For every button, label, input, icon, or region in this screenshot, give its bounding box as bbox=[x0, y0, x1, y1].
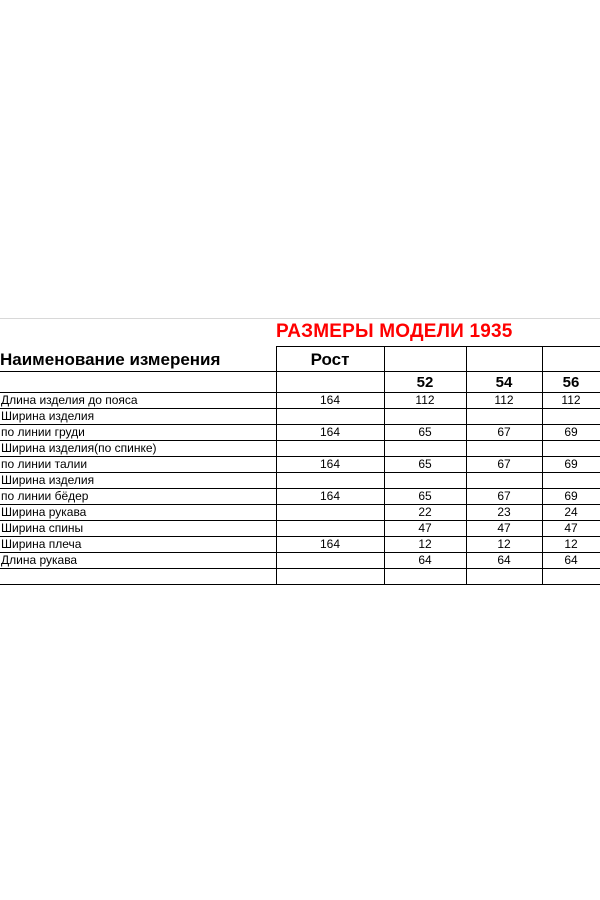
size-54-cell: 12 bbox=[497, 537, 511, 551]
table-row bbox=[0, 424, 600, 440]
row-rule bbox=[0, 568, 600, 569]
size-52-cell: 64 bbox=[418, 553, 432, 567]
size-56-cell: 112 bbox=[561, 393, 581, 407]
table-row bbox=[0, 440, 600, 456]
table-row bbox=[0, 552, 600, 568]
table-row bbox=[0, 456, 600, 472]
header-rule-middle bbox=[0, 371, 600, 372]
measurement-label: по линии груди bbox=[1, 425, 85, 439]
height-cell: 164 bbox=[319, 393, 341, 407]
measurement-label: Ширина рукава bbox=[1, 505, 87, 519]
size-54-header: 54 bbox=[495, 374, 513, 391]
table-row bbox=[0, 504, 600, 520]
measurement-label: Ширина изделия bbox=[1, 473, 95, 487]
height-header: Рост bbox=[310, 350, 350, 369]
size-56-cell: 12 bbox=[564, 537, 578, 551]
size-56-cell: 64 bbox=[564, 553, 578, 567]
measurement-label: Длина изделия до пояса bbox=[1, 393, 138, 407]
size-54-cell: 67 bbox=[497, 457, 511, 471]
measurement-label: Длина рукава bbox=[1, 553, 78, 567]
size-56-cell: 69 bbox=[564, 457, 578, 471]
size-54-cell: 67 bbox=[497, 425, 511, 439]
table-row bbox=[0, 472, 600, 488]
table-title: РАЗМЕРЫ МОДЕЛИ 1935 bbox=[276, 321, 513, 342]
measurement-label: Ширина плеча bbox=[1, 537, 82, 551]
size-54-cell: 112 bbox=[494, 393, 514, 407]
size-52-cell: 65 bbox=[418, 457, 432, 471]
height-cell: 164 bbox=[319, 489, 341, 503]
table-row bbox=[0, 536, 600, 552]
size-54-cell: 64 bbox=[497, 553, 511, 567]
measurement-label: по линии талии bbox=[1, 457, 88, 471]
table-row bbox=[0, 488, 600, 504]
measurement-label: Ширина изделия bbox=[1, 409, 95, 423]
size-54-cell: 23 bbox=[497, 505, 511, 519]
size-56-cell: 69 bbox=[564, 425, 578, 439]
size-54-cell: 47 bbox=[497, 521, 511, 535]
measurement-label: Ширина спины bbox=[1, 521, 84, 535]
measurement-label: Ширина изделия(по спинке) bbox=[1, 441, 157, 455]
size-56-cell: 47 bbox=[564, 521, 578, 535]
size-52-header: 52 bbox=[416, 374, 434, 391]
row-rule bbox=[0, 584, 600, 585]
measurement-name-header: Наименование измерения bbox=[0, 350, 221, 369]
size-52-cell: 47 bbox=[418, 521, 432, 535]
size-52-cell: 22 bbox=[418, 505, 432, 519]
header-rule-top bbox=[276, 346, 600, 347]
size-52-cell: 112 bbox=[415, 393, 435, 407]
table-row bbox=[0, 520, 600, 536]
size-56-cell: 69 bbox=[564, 489, 578, 503]
table-row bbox=[0, 392, 600, 408]
measurement-label: по линии бёдер bbox=[1, 489, 89, 503]
size-table bbox=[0, 318, 600, 582]
height-cell: 164 bbox=[319, 457, 341, 471]
height-cell: 164 bbox=[319, 425, 341, 439]
size-52-cell: 65 bbox=[418, 489, 432, 503]
size-54-cell: 67 bbox=[497, 489, 511, 503]
size-52-cell: 65 bbox=[418, 425, 432, 439]
top-divider bbox=[0, 318, 600, 319]
size-56-header: 56 bbox=[562, 374, 580, 391]
table-row bbox=[0, 408, 600, 424]
size-52-cell: 12 bbox=[418, 537, 432, 551]
size-56-cell: 24 bbox=[564, 505, 578, 519]
height-cell: 164 bbox=[319, 537, 341, 551]
